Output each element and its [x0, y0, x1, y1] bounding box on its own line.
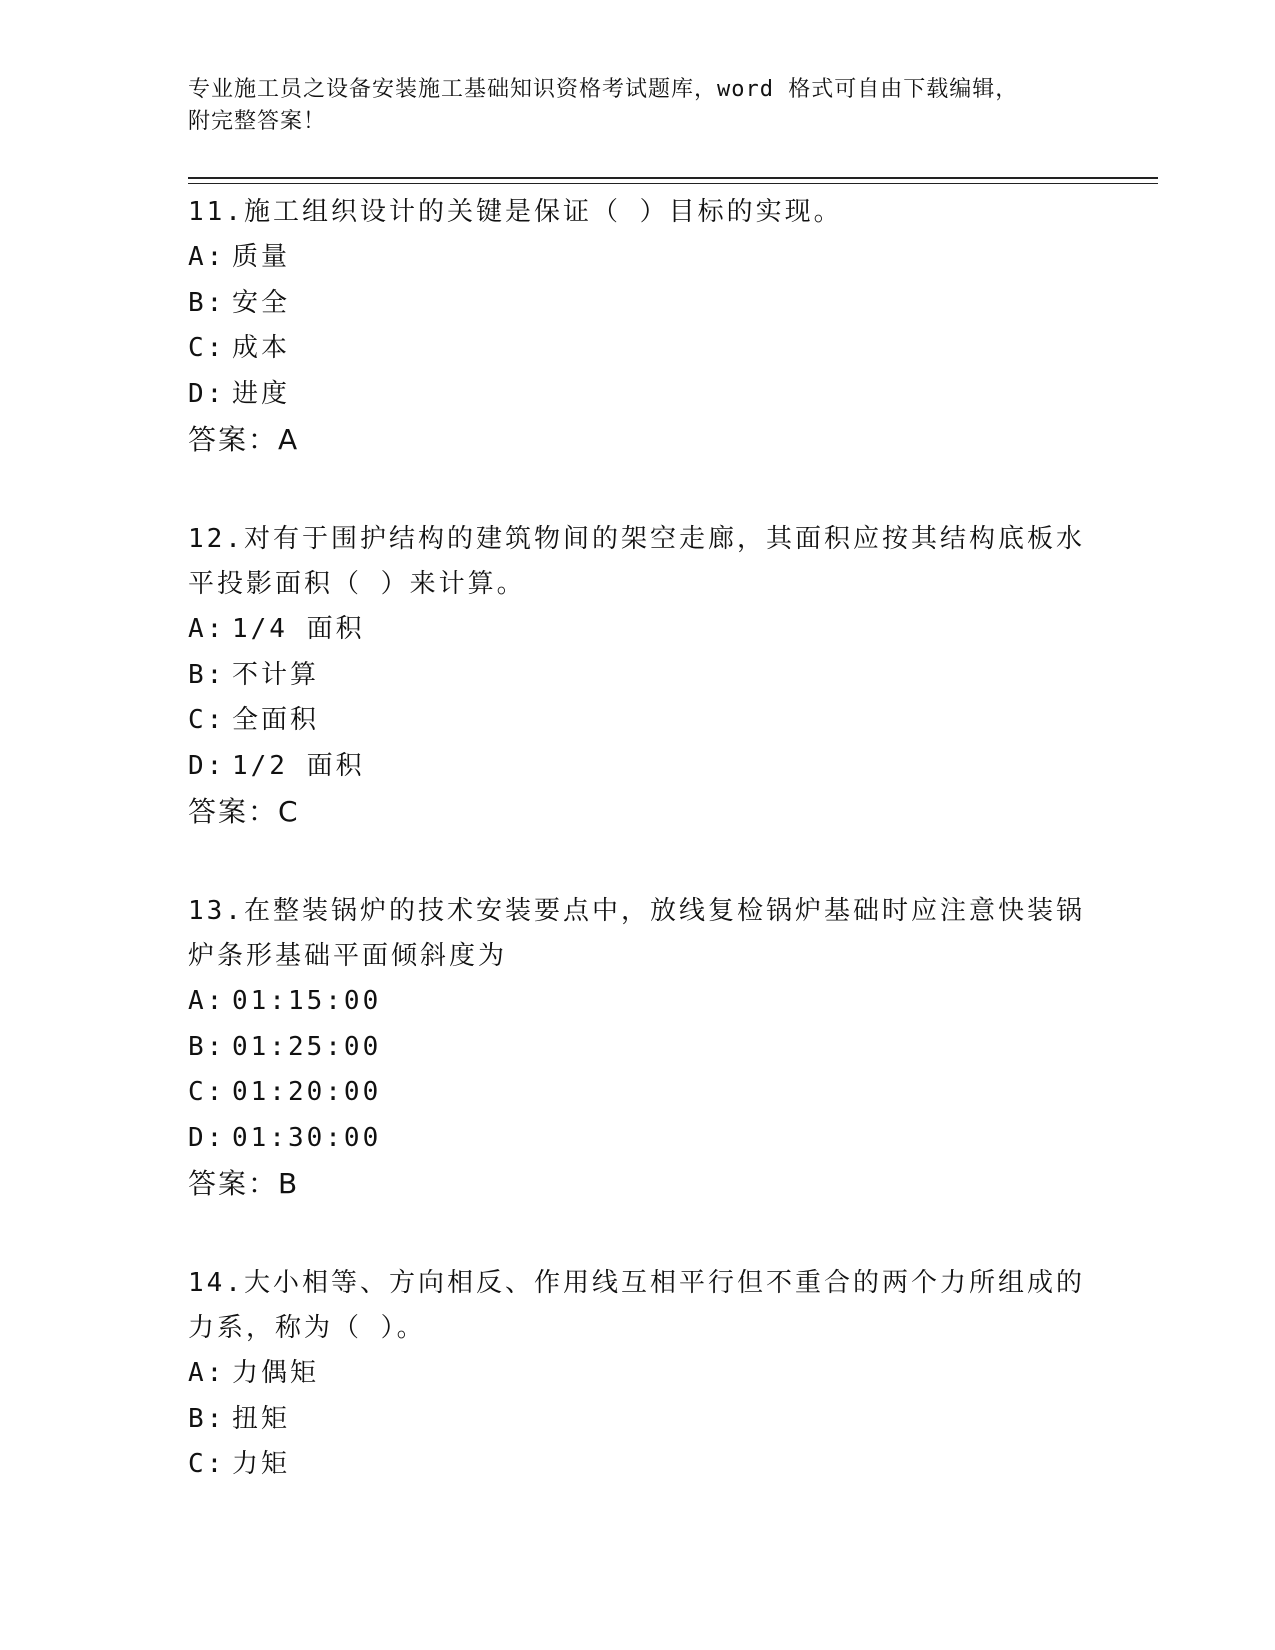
option-letter: B: [188, 1403, 226, 1434]
option-text: 01:15:00 [232, 986, 382, 1016]
question-stem-continued: 力系，称为（ ）。 [188, 1313, 426, 1343]
question-stem: 11.施工组织设计的关键是保证（ ）目标的实现。 [188, 197, 843, 227]
question-stem: 12.对有于围护结构的建筑物间的架空走廊，其面积应按其结构底板水 [188, 524, 1085, 554]
answer-option [188, 1070, 1088, 1116]
option-text: 1/4 面积 [232, 614, 365, 644]
option-letter: A: [188, 242, 226, 272]
option-text: 力矩 [232, 1449, 291, 1479]
correct-answer: 答案：C [188, 795, 300, 828]
option-text: 不计算 [232, 659, 320, 690]
answer-option [188, 372, 1088, 418]
option-letter: A: [188, 614, 226, 644]
option-letter: C: [188, 1449, 226, 1479]
option-text: 力偶矩 [232, 1358, 320, 1388]
question-stem: 13.在整装锅炉的技术安装要点中，放线复检锅炉基础时应注意快装锅 [188, 896, 1085, 926]
answer-option [188, 744, 1088, 790]
option-letter: D: [188, 1122, 226, 1153]
header-line-1: 专业施工员之设备安装施工基础知识资格考试题库，word 格式可自由下载编辑， [188, 77, 1019, 102]
header-divider-thin [188, 183, 1158, 184]
option-letter: B: [188, 1031, 226, 1062]
answer-option [188, 1397, 1088, 1443]
question-stem-continued: 平投影面积（ ）来计算。 [188, 569, 526, 599]
option-letter: D: [188, 750, 226, 781]
option-text: 成本 [232, 333, 291, 363]
question-item [188, 190, 1088, 462]
question-list [188, 190, 1088, 1543]
option-letter: B: [188, 659, 226, 690]
answer-option [188, 607, 1088, 653]
answer-option [188, 1351, 1088, 1397]
question-stem-continued: 炉条形基础平面倾斜度为 [188, 941, 508, 971]
option-letter: D: [188, 378, 226, 409]
option-text: 01:25:00 [232, 1031, 382, 1062]
answer-option [188, 653, 1088, 699]
answer-option [188, 326, 1088, 372]
document-header [188, 74, 1088, 138]
answer-option [188, 281, 1088, 327]
answer-option [188, 1442, 1088, 1488]
answer-option [188, 1025, 1088, 1071]
option-text: 安全 [232, 287, 291, 318]
option-text: 进度 [232, 378, 291, 409]
option-letter: C: [188, 1077, 226, 1107]
option-letter: B: [188, 287, 226, 318]
question-item [188, 517, 1088, 834]
option-letter: C: [188, 705, 226, 735]
option-text: 全面积 [232, 705, 320, 735]
header-divider-thick [188, 177, 1158, 179]
option-letter: A: [188, 1358, 226, 1388]
option-text: 扭矩 [232, 1403, 291, 1434]
option-letter: C: [188, 333, 226, 363]
option-text: 质量 [232, 242, 291, 272]
question-item [188, 889, 1088, 1206]
correct-answer: 答案：A [188, 423, 300, 456]
question-stem: 14.大小相等、方向相反、作用线互相平行但不重合的两个力所组成的 [188, 1268, 1085, 1298]
answer-option [188, 235, 1088, 281]
option-letter: A: [188, 986, 226, 1016]
answer-option [188, 979, 1088, 1025]
answer-option [188, 1116, 1088, 1162]
option-text: 01:30:00 [232, 1122, 382, 1153]
question-item [188, 1261, 1088, 1488]
answer-option [188, 698, 1088, 744]
option-text: 1/2 面积 [232, 750, 365, 781]
header-line-2: 附完整答案！ [188, 109, 327, 134]
option-text: 01:20:00 [232, 1077, 382, 1107]
correct-answer: 答案：B [188, 1167, 300, 1200]
